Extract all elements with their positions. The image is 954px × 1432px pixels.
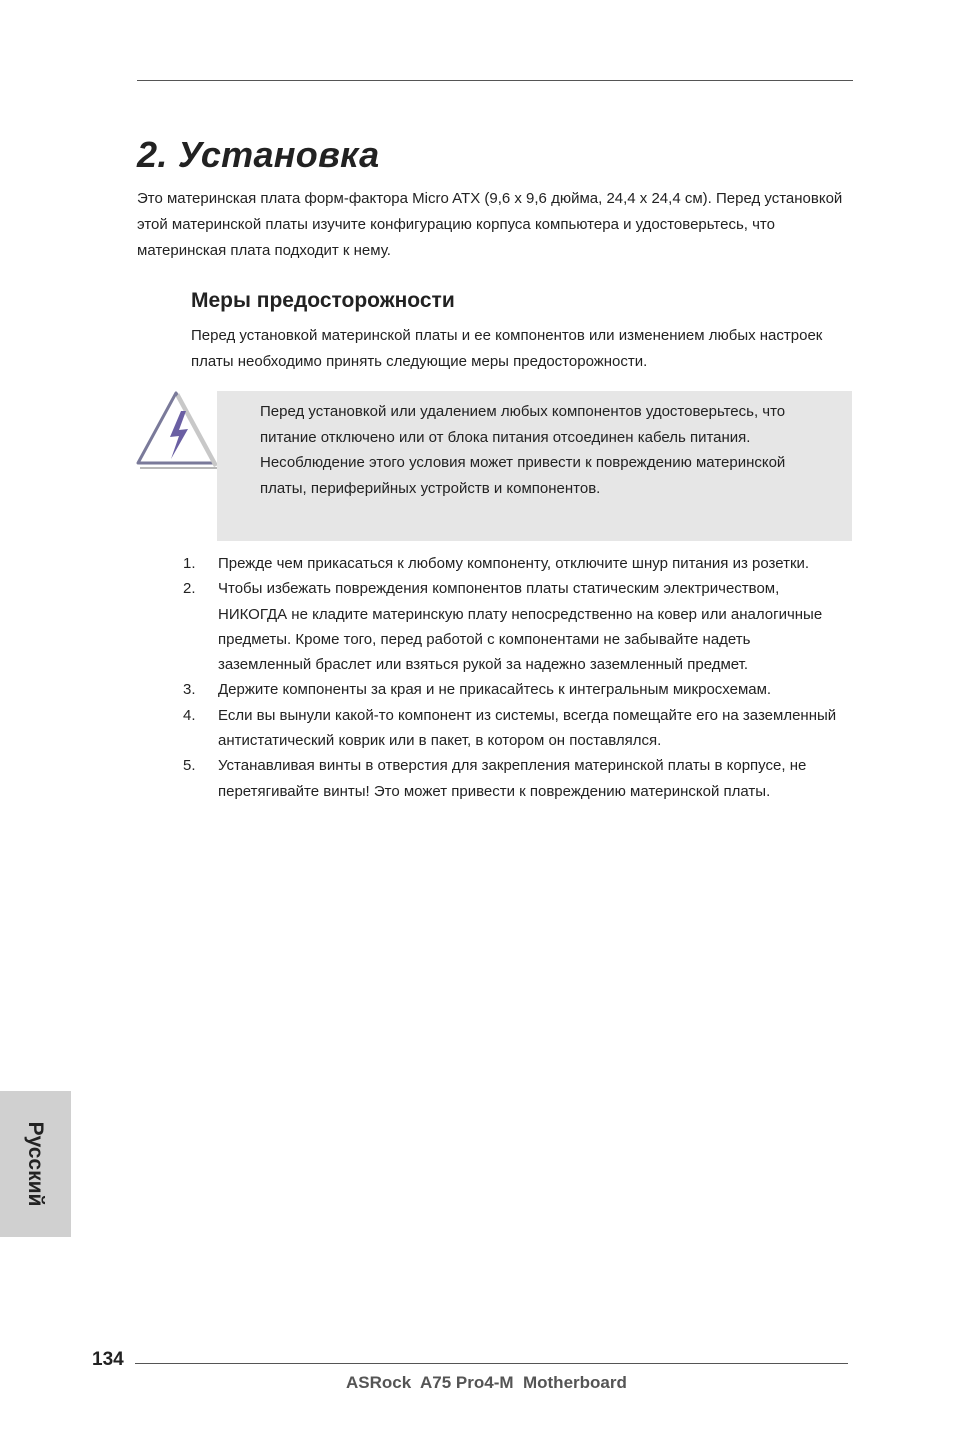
language-label: Русский [24, 1121, 47, 1207]
language-side-tab [0, 1091, 71, 1237]
step-number: 5. [183, 757, 196, 775]
precaution-steps-list [183, 551, 843, 804]
step-number: 1. [183, 555, 196, 572]
footer-title: ASRock A75 Pro4-M Motherboard [346, 1373, 627, 1392]
top-rule [137, 80, 853, 81]
warning-box [217, 391, 852, 541]
precautions-heading: Меры предосторожности [191, 289, 455, 312]
warning-text: Перед установкой или удалением любых компонентов удостоверьтесь, что питание отключено или от блока питания отсоединен кабель питания. Несоблюдение этого условия может привести к повреждению материнской платы, периферийных устройств и компонентов. [260, 403, 786, 497]
step-text: Если вы вынули какой-то компонент из системы, всегда помещайте его на заземленный антистатический коврик или в пакет, в котором он поставлялся. [218, 706, 837, 750]
list-item [183, 551, 843, 576]
step-number: 4. [183, 706, 196, 724]
step-text: Чтобы избежать повреждения компонентов платы статическим электричеством, НИКОГДА не кладите материнскую плату непосредственно на ковер или аналогичные предметы. Кроме того, перед работой с компонентами не забывайте надеть заземленный браслет или взяться рукой за надежно заземленный предмет. [218, 580, 823, 674]
step-text: Прежде чем прикасаться к любому компоненту, отключите шнур питания из розетки. [218, 555, 810, 572]
step-text: Держите компоненты за края и не прикасайтесь к интегральным микросхемам. [218, 681, 772, 699]
list-item [183, 677, 843, 702]
page-number: 134 [92, 1349, 124, 1370]
high-voltage-warning-icon [134, 389, 220, 471]
intro-paragraph: Это материнская плата форм-фактора Micro ATX (9,6 x 9,6 дюйма, 24,4 x 24,4 см). Перед установкой этой материнской платы изучите конфигурацию корпуса компьютера и удостоверьтесь, что материнская плата подходит к нему. [137, 190, 843, 259]
step-text: Устанавливая винты в отверстия для закрепления материнской платы в корпусе, не перетягивайте винты! Это может привести к повреждению материнской платы. [218, 757, 807, 800]
step-number: 2. [183, 580, 196, 598]
list-item [183, 753, 843, 804]
list-item [183, 576, 843, 677]
precautions-paragraph: Перед установкой материнской платы и ее компонентов или изменением любых настроек платы необходимо принять следующие меры предосторожности. [191, 327, 823, 370]
step-number: 3. [183, 681, 196, 699]
page-title: 2. Установка [137, 134, 380, 175]
bottom-rule [135, 1363, 848, 1364]
list-item [183, 703, 843, 754]
